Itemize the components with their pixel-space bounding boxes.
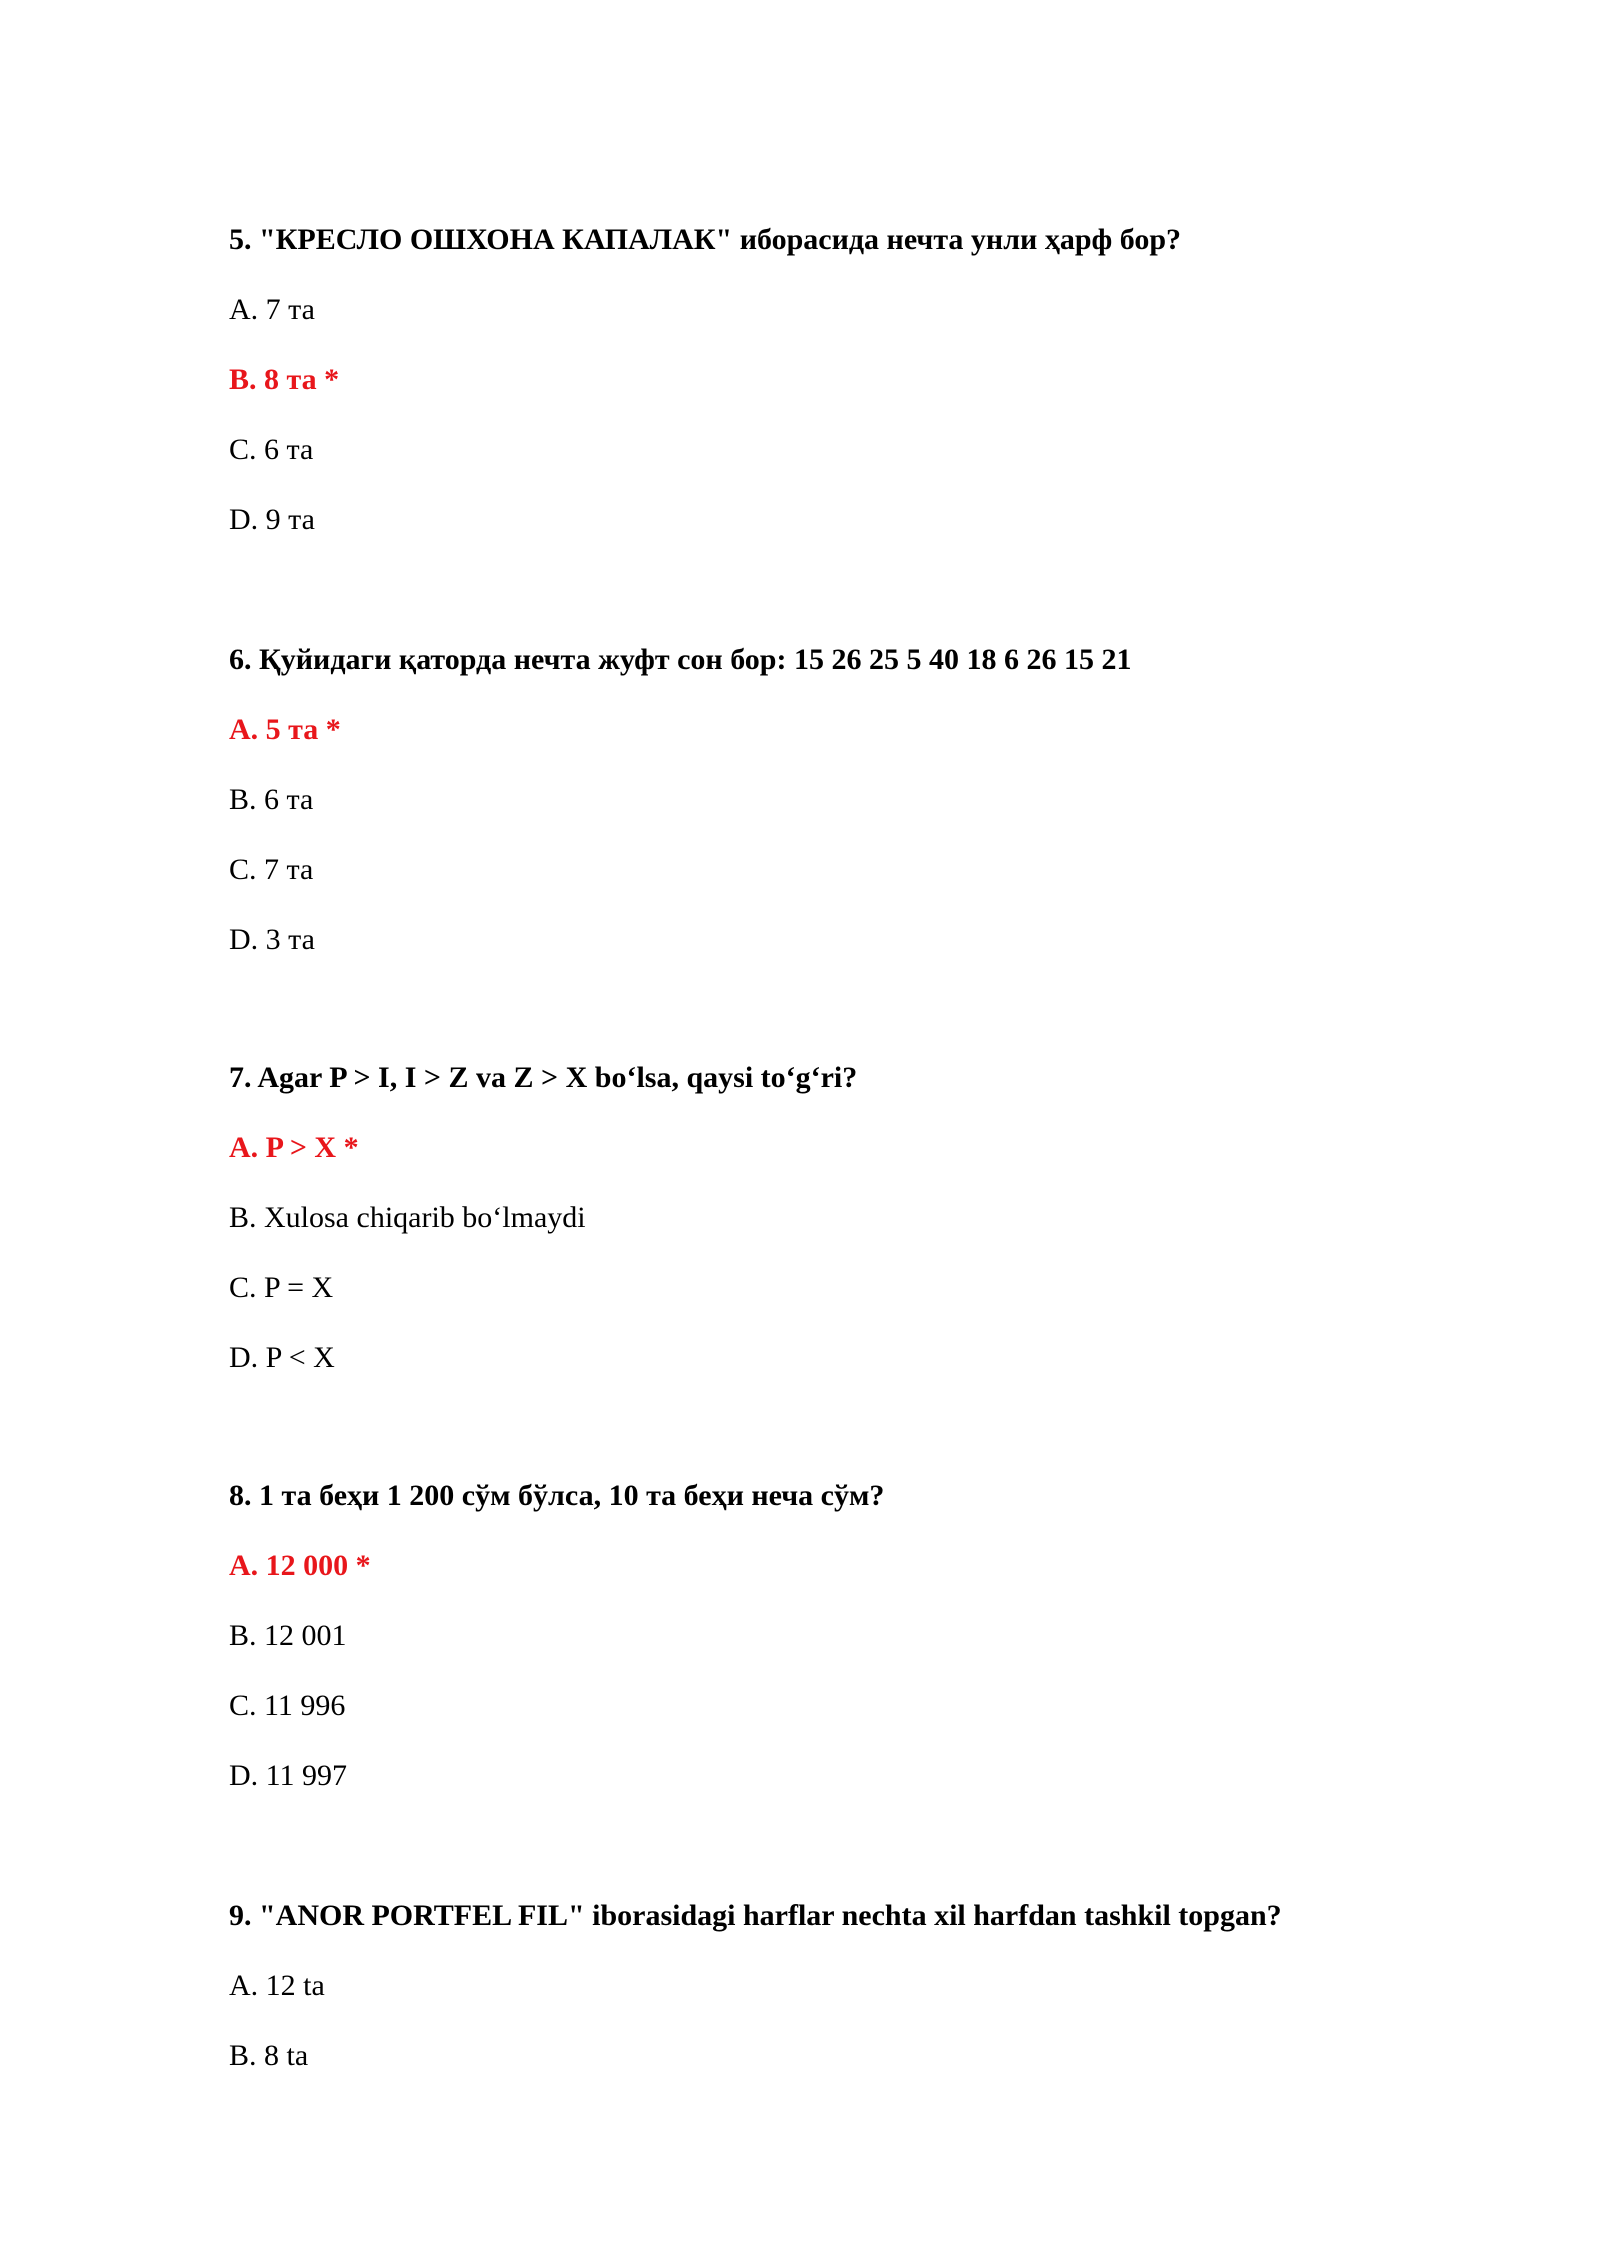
option-a-correct: A. P > X * [229, 1131, 359, 1164]
question-text: 8. 1 та беҳи 1 200 сўм бўлса, 10 та беҳи неча сўм? [229, 1479, 885, 1512]
option-d: D. P < X [229, 1341, 335, 1374]
option-c: C. 11 996 [229, 1689, 346, 1722]
question-5 [229, 222, 1529, 538]
option-b: B. 6 та [229, 783, 314, 816]
option-b-correct: B. 8 та * [229, 363, 340, 396]
question-text: 6. Қуйидаги қаторда нечта жуфт сон бор: 15 26 25 5 40 18 6 26 15 21 [229, 643, 1132, 676]
option-c: C. 6 та [229, 433, 314, 466]
option-b: B. 12 001 [229, 1619, 347, 1652]
question-text: 5. "КРЕСЛО ОШХОНА КАПАЛАК" иборасида нечта унли ҳарф бор? [229, 223, 1182, 256]
question-8 [229, 1478, 1529, 1794]
option-d: D. 9 та [229, 503, 315, 536]
option-a-correct: A. 12 000 * [229, 1549, 371, 1582]
question-6 [229, 642, 1529, 958]
option-d: D. 11 997 [229, 1759, 348, 1792]
question-9 [229, 1898, 1529, 2074]
option-a-correct: A. 5 та * [229, 713, 341, 746]
option-a: A. 7 та [229, 293, 315, 326]
option-d: D. 3 та [229, 923, 315, 956]
option-b: B. Xulosa chiqarib bo‘lmaydi [229, 1201, 586, 1234]
option-b: B. 8 ta [229, 2039, 309, 2072]
option-a: A. 12 ta [229, 1969, 325, 2002]
option-c: C. P = X [229, 1271, 334, 1304]
option-c: C. 7 та [229, 853, 314, 886]
question-text: 7. Agar P > I, I > Z va Z > X bo‘lsa, qaysi to‘g‘ri? [229, 1061, 858, 1094]
question-text: 9. "ANOR PORTFEL FIL" iborasidagi harflar nechta xil harfdan tashkil topgan? [229, 1899, 1282, 1932]
question-7 [229, 1060, 1529, 1376]
